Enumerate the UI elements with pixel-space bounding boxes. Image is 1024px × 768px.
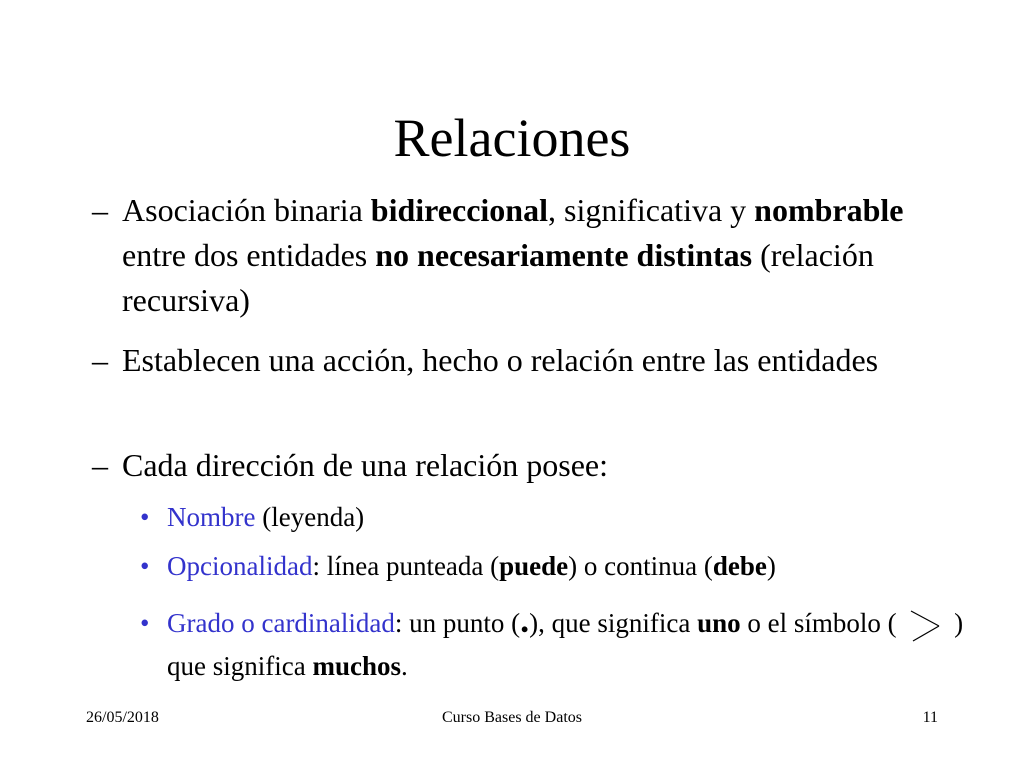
text-segment: .	[400, 651, 408, 681]
sub-bullet-item	[140, 545, 970, 588]
blue-term: Grado o cardinalidad	[167, 608, 395, 638]
footer-page-number: 11	[922, 709, 938, 726]
text-segment: : un punto (	[394, 608, 521, 638]
bold-term: muchos	[312, 651, 401, 681]
sub-bullet-item	[140, 602, 970, 688]
footer-course: Curso Bases de Datos	[442, 709, 582, 726]
footer-date: 26/05/2018	[86, 709, 159, 726]
text-segment: )	[766, 551, 776, 581]
bullet-dot-icon: •	[140, 551, 150, 581]
text-segment: : línea punteada (	[312, 551, 500, 581]
text-segment: entre dos entidades	[122, 237, 376, 273]
sub-bullet-text	[167, 496, 970, 539]
text-segment: o el símbolo (	[740, 608, 904, 638]
text-segment: (relación recursiva)	[122, 237, 874, 318]
dot-symbol: .	[520, 600, 530, 640]
text-segment: Asociación binaria	[122, 192, 371, 228]
slide-title: Relaciones	[393, 108, 631, 168]
text-segment: (leyenda)	[255, 502, 365, 532]
text-segment: ) que significa	[167, 608, 964, 681]
dash-marker: –	[92, 447, 108, 483]
bold-term: nombrable	[754, 192, 904, 228]
dash-marker: –	[92, 342, 108, 378]
bullet-text	[122, 188, 972, 323]
blue-term: Opcionalidad	[167, 551, 313, 581]
sub-bullet-text	[167, 602, 970, 688]
bullet-dot-icon: •	[140, 502, 150, 532]
dash-marker: –	[92, 192, 108, 228]
bold-term: debe	[712, 551, 767, 581]
bold-term: bidireccional	[370, 192, 548, 228]
sub-bullet-text	[167, 545, 970, 588]
blue-term: Nombre	[167, 502, 256, 532]
bullet-item	[92, 188, 972, 323]
bold-term: uno	[697, 608, 741, 638]
bullet-dot-icon: •	[140, 608, 150, 638]
bullet-item	[92, 443, 972, 488]
text-segment: ) o continua (	[568, 551, 713, 581]
bold-term: no necesariamente distintas	[375, 237, 753, 273]
text-segment: ), que significa	[529, 608, 698, 638]
bold-term: puede	[499, 551, 569, 581]
crows-foot-icon	[903, 609, 947, 643]
sub-bullet-item	[140, 496, 970, 539]
text-segment: , significativa y	[547, 192, 755, 228]
bullet-text: Establecen una acción, hecho o relación entre las entidades	[122, 342, 879, 378]
bullet-text: Cada dirección de una relación posee:	[122, 447, 608, 483]
bullet-item	[92, 338, 972, 383]
